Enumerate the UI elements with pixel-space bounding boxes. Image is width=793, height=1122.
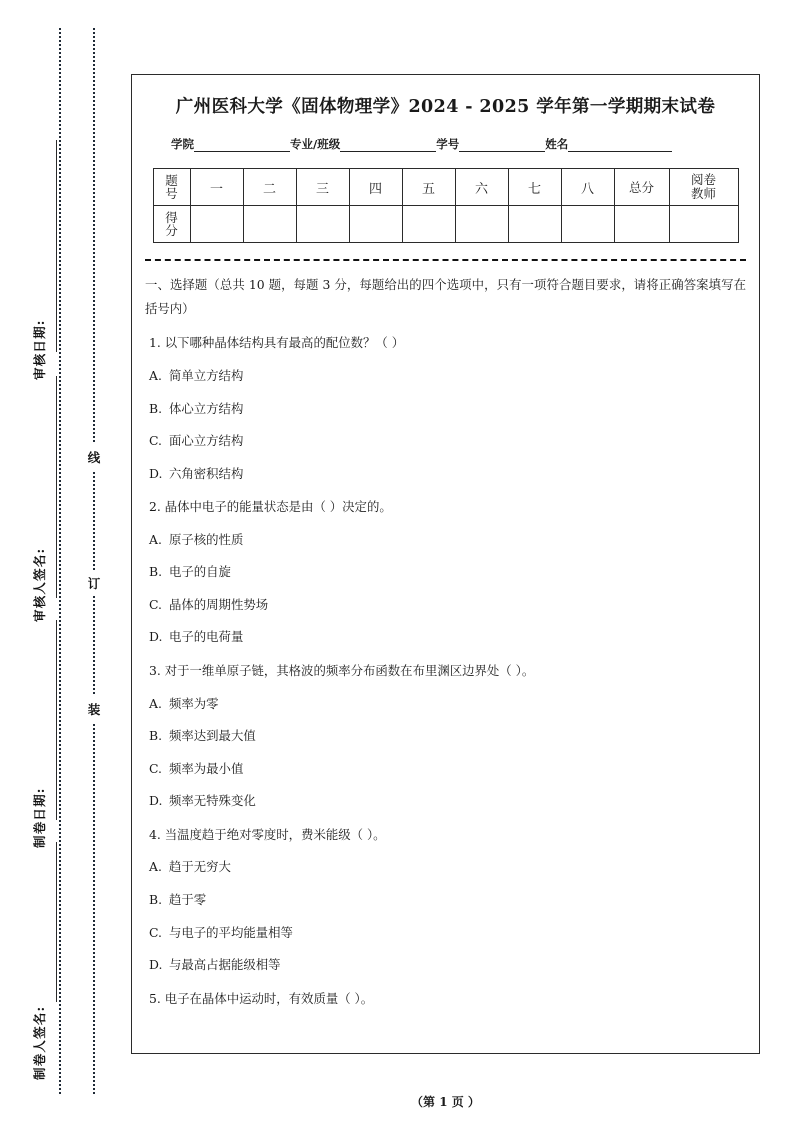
margin-rule-2 — [56, 376, 57, 598]
fold-mark-ding: 订 — [86, 570, 102, 596]
question-option[interactable] — [145, 429, 746, 453]
option-text: 频率达到最大值 — [169, 728, 256, 744]
score-col-total: 总分 — [614, 169, 669, 206]
score-col-2: 二 — [243, 169, 296, 206]
score-cell-5[interactable] — [402, 206, 455, 243]
question-option[interactable] — [145, 757, 746, 781]
page-footer: （第 1 页 ） — [411, 1095, 480, 1109]
score-cell-2[interactable] — [243, 206, 296, 243]
option-text: 与最高占据能级相等 — [169, 957, 281, 973]
question-stem: 4. 当温度趋于绝对零度时，费米能级（ ）。 — [149, 826, 386, 842]
field-student-id[interactable] — [436, 136, 545, 152]
row-header-number-char2: 号 — [165, 186, 178, 201]
score-col-grader — [669, 169, 738, 206]
option-text: 体心立方结构 — [169, 400, 244, 416]
option-text: 晶体的周期性势场 — [169, 596, 269, 612]
question-option[interactable] — [145, 888, 746, 912]
row-header-number-char1: 题 — [165, 172, 178, 188]
fold-mark-xian: 线 — [86, 444, 102, 470]
option-text: 频率为零 — [169, 695, 219, 711]
score-col-1: 一 — [190, 169, 243, 206]
score-cell-6[interactable] — [455, 206, 508, 243]
section-divider — [145, 259, 746, 261]
score-cell-grader[interactable] — [669, 206, 738, 243]
option-key: B. — [149, 728, 163, 744]
option-text: 电子的电荷量 — [169, 629, 244, 645]
grader-label-line2: 教师 — [690, 186, 716, 201]
cut-dotted-line-outer — [93, 28, 95, 1094]
option-key: D. — [149, 957, 163, 973]
margin-label-print-date: 制卷日期: — [32, 787, 47, 848]
score-col-6: 六 — [455, 169, 508, 206]
option-key: A. — [149, 695, 162, 711]
margin-label-review-date: 审核日期: — [32, 319, 47, 380]
option-text: 简单立方结构 — [169, 367, 244, 383]
score-col-4: 四 — [349, 169, 402, 206]
row-header-score-char1: 得 — [165, 209, 178, 225]
question-option[interactable] — [145, 855, 746, 879]
question-option[interactable] — [145, 921, 746, 945]
score-col-5: 五 — [402, 169, 455, 206]
score-cell-total[interactable] — [614, 206, 669, 243]
question-option[interactable] — [145, 528, 746, 552]
score-table-row-header-number — [153, 169, 190, 206]
option-key: D. — [149, 793, 163, 809]
option-key: D. — [149, 629, 163, 645]
option-text: 六角密积结构 — [169, 465, 244, 481]
score-cell-3[interactable] — [296, 206, 349, 243]
option-text: 趋于零 — [169, 891, 207, 907]
score-col-7: 七 — [508, 169, 561, 206]
field-college-label: 学院 — [171, 137, 194, 151]
question-option[interactable] — [145, 953, 746, 977]
field-major-class-label: 专业/班级 — [290, 137, 341, 151]
option-text: 频率为最小值 — [169, 760, 244, 776]
margin-rule-1 — [56, 140, 57, 352]
exam-paper-frame — [131, 74, 760, 1054]
margin-label-printer-signature: 制卷人签名: — [32, 1005, 47, 1080]
option-text: 电子的自旋 — [169, 564, 231, 580]
question-option[interactable] — [145, 593, 746, 617]
section-heading-multiple-choice: 一、选择题（总共 10 题，每题 3 分，每题给出的四个选项中，只有一项符合题目要求，请将正确答案填写在括号内） — [145, 277, 746, 317]
field-name[interactable] — [545, 136, 672, 152]
question-option[interactable] — [145, 789, 746, 813]
option-key: C. — [149, 433, 162, 449]
cut-dotted-line-inner — [59, 28, 61, 1094]
question-option[interactable] — [145, 692, 746, 716]
grader-label-line1: 阅卷 — [690, 171, 716, 187]
option-key: D. — [149, 465, 163, 481]
margin-label-reviewer-signature: 审核人签名: — [32, 547, 47, 622]
question-option[interactable] — [145, 397, 746, 421]
score-table-row-header-score — [153, 206, 190, 243]
fold-mark-zhuang: 装 — [86, 696, 102, 722]
question-stem: 1. 以下哪种晶体结构具有最高的配位数？（ ） — [149, 335, 405, 351]
option-key: A. — [149, 859, 162, 875]
option-key: C. — [149, 924, 162, 940]
question-stem: 3. 对于一维单原子链，其格波的频率分布函数在布里渊区边界处（ ）。 — [149, 663, 535, 678]
option-key: C. — [149, 760, 162, 776]
option-key: B. — [149, 891, 163, 907]
score-col-8: 八 — [561, 169, 614, 206]
score-col-3: 三 — [296, 169, 349, 206]
score-cell-8[interactable] — [561, 206, 614, 243]
option-text: 原子核的性质 — [169, 531, 244, 547]
score-cell-4[interactable] — [349, 206, 402, 243]
table-row-question-numbers — [153, 169, 738, 206]
option-key: A. — [149, 367, 162, 383]
question-stem: 2. 晶体中电子的能量状态是由（ ）决定的。 — [149, 499, 392, 515]
page-title: 广州医科大学《固体物理学》2024 - 2025 学年第一学期期末试卷 — [175, 97, 716, 117]
option-text: 与电子的平均能量相等 — [169, 924, 293, 940]
row-header-score-char2: 分 — [165, 223, 178, 238]
field-college-blank[interactable] — [194, 139, 290, 152]
table-row-scores — [153, 206, 738, 243]
field-major-class[interactable] — [290, 136, 436, 152]
question-option[interactable] — [145, 560, 746, 584]
option-key: B. — [149, 400, 163, 416]
question-stem: 5. 电子在晶体中运动时，有效质量（ ）。 — [149, 990, 374, 1006]
option-text: 频率无特殊变化 — [169, 793, 256, 809]
option-key: A. — [149, 531, 162, 547]
field-major-class-blank[interactable] — [340, 139, 436, 152]
margin-rule-4 — [56, 842, 57, 1002]
score-cell-7[interactable] — [508, 206, 561, 243]
margin-rule-3 — [56, 620, 57, 820]
field-student-id-blank[interactable] — [459, 139, 545, 152]
field-name-blank[interactable] — [568, 139, 672, 152]
option-text: 面心立方结构 — [169, 433, 244, 449]
question-option[interactable] — [145, 462, 746, 486]
score-table — [153, 168, 739, 243]
question-option[interactable] — [145, 364, 746, 388]
field-name-label: 姓名 — [545, 137, 569, 151]
field-student-id-label: 学号 — [436, 137, 460, 151]
option-key: B. — [149, 564, 163, 580]
student-info-row — [171, 136, 746, 152]
question-option[interactable] — [145, 625, 746, 649]
option-text: 趋于无穷大 — [169, 859, 231, 875]
left-margin-column — [0, 0, 130, 1122]
score-cell-1[interactable] — [190, 206, 243, 243]
question-option[interactable] — [145, 724, 746, 748]
option-key: C. — [149, 596, 162, 612]
field-college[interactable] — [171, 136, 290, 152]
